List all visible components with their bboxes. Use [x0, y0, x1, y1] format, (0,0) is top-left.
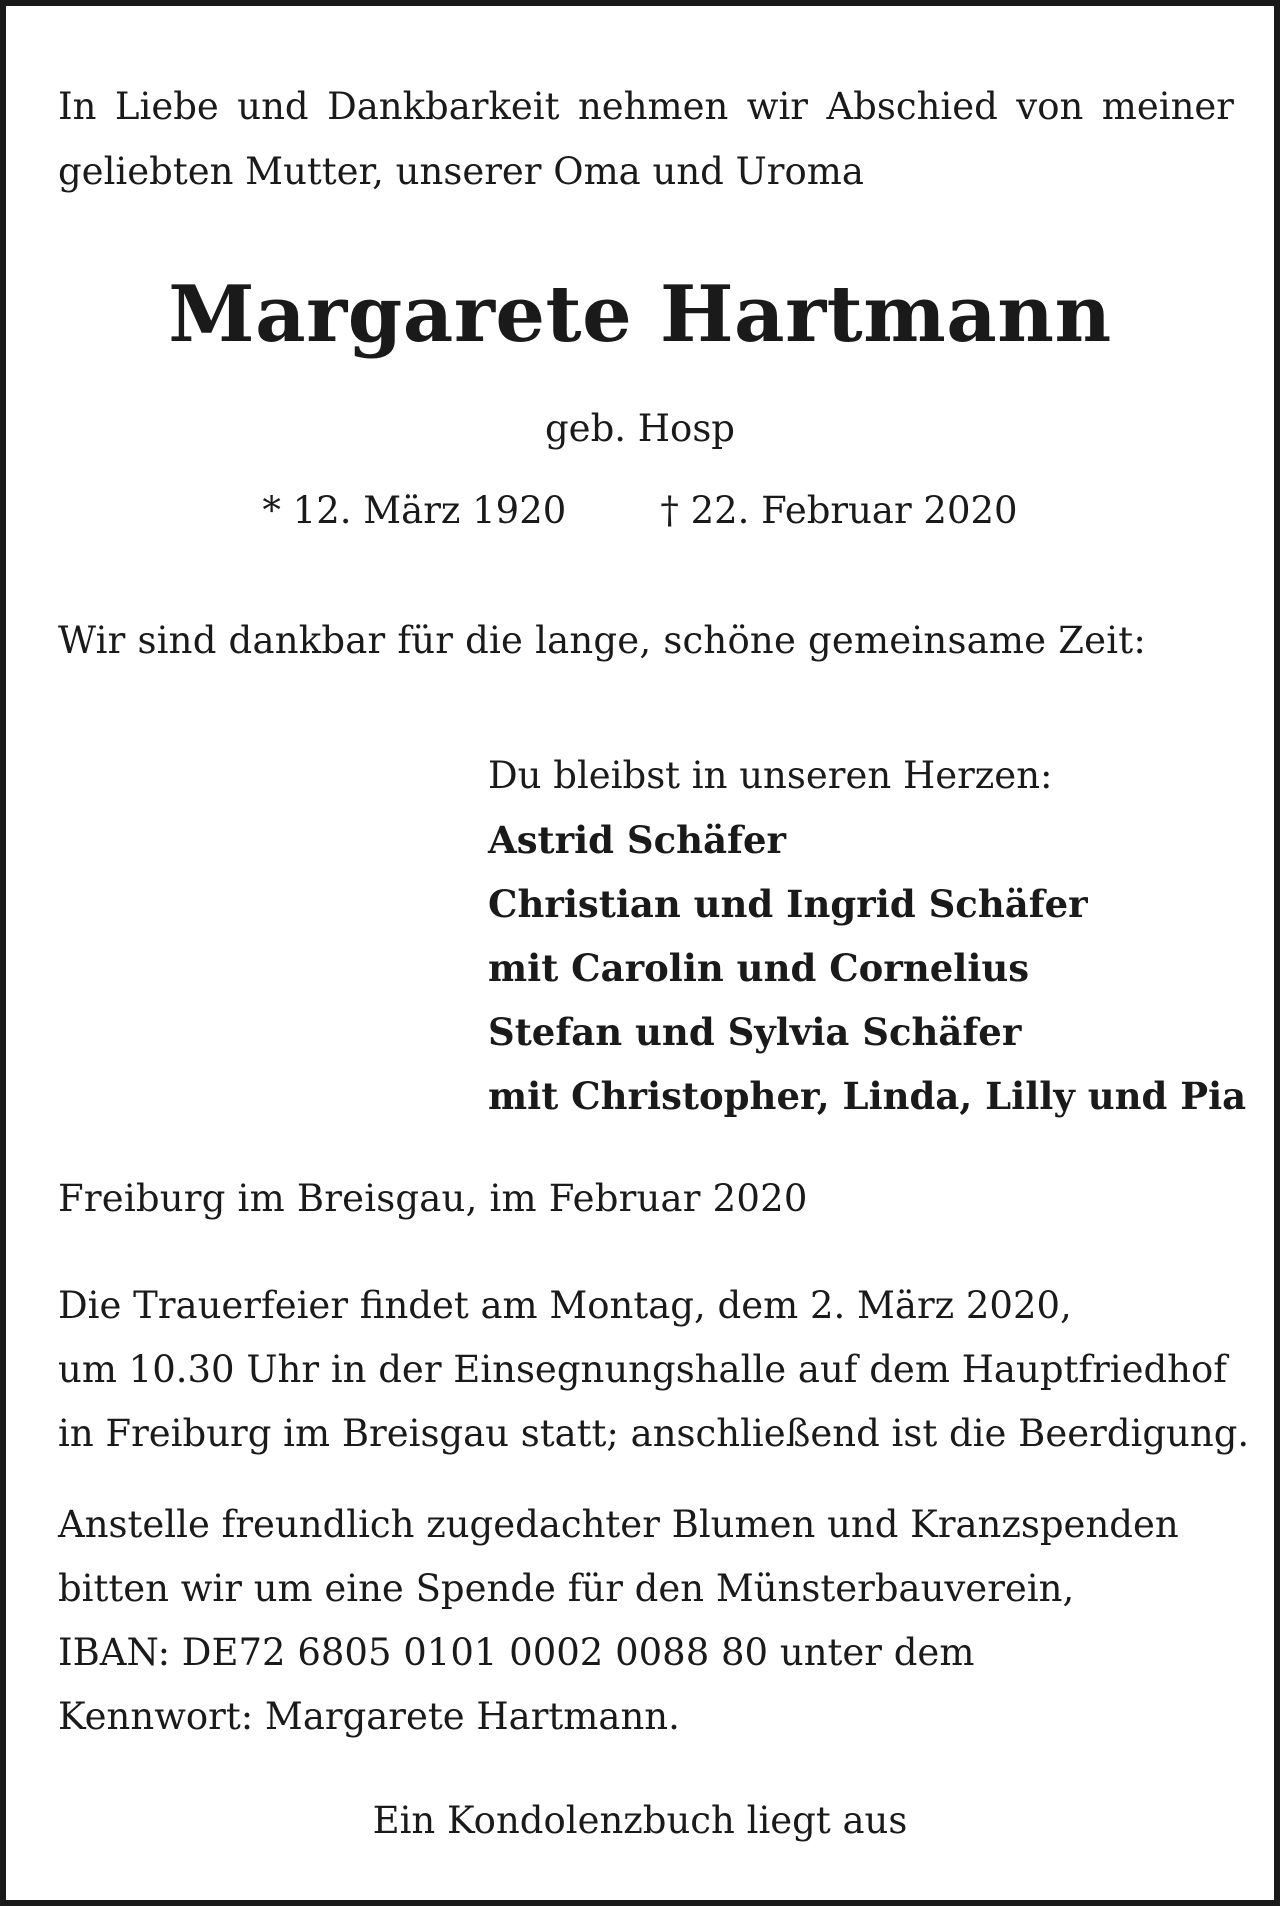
mourners-heading: Du bleibst in unseren Herzen:: [488, 754, 1053, 797]
intro-text: In Liebe und Dankbarkeit nehmen wir Abschied von meiner geliebten Mutter, unserer Oma und Uroma: [58, 85, 1234, 193]
mourners-list: [488, 744, 1246, 1128]
donation-request: [58, 1493, 1179, 1749]
life-dates: [6, 489, 1274, 532]
donation-line: Kennwort: Margarete Hartmann.: [58, 1695, 680, 1738]
mourner-line: Astrid Schäfer: [488, 818, 787, 862]
place-date: Freiburg im Breisgau, im Februar 2020: [58, 1177, 808, 1220]
donation-line: IBAN: DE72 6805 0101 0002 0088 80 unter dem: [58, 1631, 975, 1674]
mourner-line: Stefan und Sylvia Schäfer: [488, 1010, 1022, 1054]
mourner-line: Christian und Ingrid Schäfer: [488, 882, 1088, 926]
funeral-line: Die Trauerfeier findet am Montag, dem 2. März 2020,: [58, 1284, 1072, 1327]
birth-date: * 12. März 1920: [262, 489, 567, 532]
birth-name: geb. Hosp: [544, 407, 735, 450]
deceased-name: Margarete Hartmann: [168, 269, 1112, 360]
death-date: † 22. Februar 2020: [660, 489, 1018, 532]
donation-line: Anstelle freundlich zugedachter Blumen und Kranzspenden: [58, 1503, 1179, 1546]
donation-line: bitten wir um eine Spende für den Münsterbauverein,: [58, 1567, 1075, 1610]
funeral-details: [58, 1274, 1249, 1466]
mourner-line: mit Carolin und Cornelius: [488, 946, 1030, 990]
funeral-line: in Freiburg im Breisgau statt; anschließend ist die Beerdigung.: [58, 1412, 1250, 1455]
gratitude-text: Wir sind dankbar für die lange, schöne gemeinsame Zeit:: [58, 619, 1147, 662]
mourner-line: mit Christopher, Linda, Lilly und Pia: [488, 1074, 1247, 1118]
funeral-line: um 10.30 Uhr in der Einsegnungshalle auf dem Hauptfriedhof: [58, 1348, 1227, 1391]
condolence-note: Ein Kondolenzbuch liegt aus: [372, 1799, 908, 1842]
